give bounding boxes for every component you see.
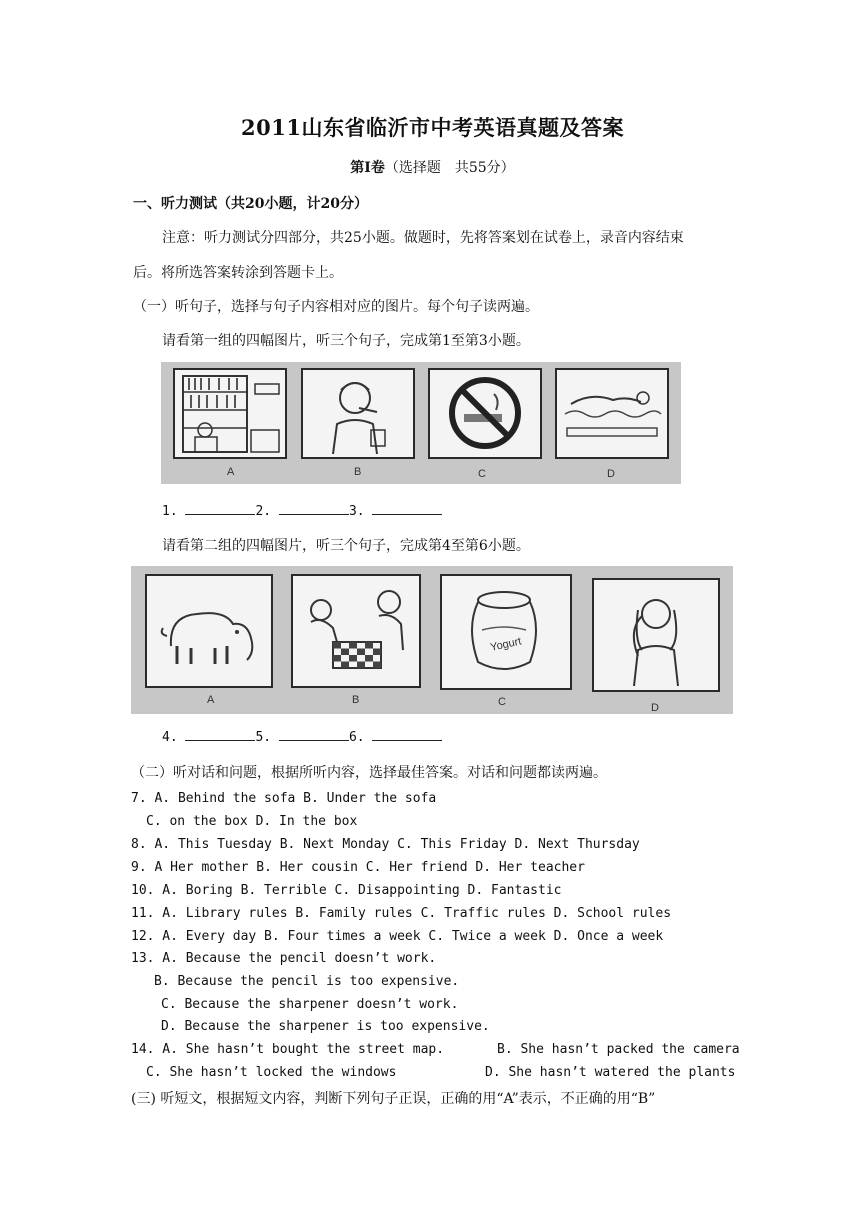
blank-1-number: 1.	[162, 504, 178, 519]
picture-1c	[428, 368, 542, 459]
picture-2b	[291, 574, 421, 688]
picture-2a-label: A	[207, 694, 215, 706]
blank-2[interactable]	[279, 502, 349, 515]
library-icon	[175, 370, 285, 457]
subtitle	[0, 157, 865, 177]
question-13-c: C. Because the sharpener doesn’t work.	[161, 997, 459, 1012]
answer-blanks-2	[162, 728, 442, 745]
section-heading: 一、听力测试（共20小题，计20分）	[133, 196, 368, 212]
group1-instruction: 请看第一组的四幅图片，听三个句子，完成第1至第3小题。	[162, 333, 530, 349]
picture-1b	[301, 368, 415, 459]
blank-4-number: 4.	[162, 730, 178, 745]
playing-chess-icon	[293, 576, 419, 686]
question-14-a: 14. A. She hasn’t bought the street map.	[131, 1042, 445, 1057]
question-14-c: C. She hasn’t locked the windows	[146, 1065, 397, 1080]
picture-2d	[592, 578, 720, 692]
question-7-line1: 7. A. Behind the sofa B. Under the sofa	[131, 791, 437, 806]
picture-2d-label: D	[651, 702, 659, 714]
question-8: 8. A. This Tuesday B. Next Monday C. This Friday D. Next Thursday	[131, 837, 640, 852]
blank-3-number: 3.	[348, 504, 365, 519]
yogurt-jar-icon	[442, 576, 570, 688]
blank-4[interactable]	[185, 728, 255, 741]
picture-1b-label: B	[354, 466, 362, 478]
picture-1d-label: D	[607, 468, 615, 480]
question-14-b: B. She hasn’t packed the camera	[497, 1042, 740, 1057]
picture-2c	[440, 574, 572, 690]
girl-headache-icon	[594, 580, 718, 690]
person-brushing-teeth-icon	[303, 370, 413, 457]
question-13-d: D. Because the sharpener is too expensive.	[161, 1019, 490, 1034]
picture-1a	[173, 368, 287, 459]
picture-2a	[145, 574, 273, 688]
note-line-1: 注意：听力测试分四部分，共25小题。做题时，先将答案划在试卷上，录音内容结束	[162, 230, 684, 246]
blank-6-number: 6.	[348, 730, 365, 745]
question-10: 10. A. Boring B. Terrible C. Disappointing D. Fantastic	[131, 883, 562, 898]
question-11: 11. A. Library rules B. Family rules C. Traffic rules D. School rules	[131, 906, 672, 921]
yogurt-text: Yogurt	[489, 635, 523, 654]
part2-heading: （二）听对话和问题，根据所听内容，选择最佳答案。对话和问题都读两遍。	[131, 765, 607, 781]
picture-1c-label: C	[478, 468, 486, 480]
page-title: 2011山东省临沂市中考英语真题及答案	[241, 115, 624, 140]
volume-label: 第Ⅰ卷	[350, 160, 385, 176]
picture-1d	[555, 368, 669, 459]
question-12: 12. A. Every day B. Four times a week C. Twice a week D. Once a week	[131, 929, 664, 944]
blank-2-number: 2.	[255, 504, 272, 519]
blank-1[interactable]	[185, 502, 255, 515]
question-13-b: B. Because the pencil is too expensive.	[154, 974, 460, 989]
volume-detail: （选择题 共55分）	[384, 160, 515, 176]
picture-group-1	[161, 362, 681, 484]
question-13-a: 13. A. Because the pencil doesn’t work.	[131, 951, 437, 966]
swimming-icon	[557, 370, 667, 457]
question-9: 9. A Her mother B. Her cousin C. Her friend D. Her teacher	[131, 860, 585, 875]
group2-instruction: 请看第二组的四幅图片，听三个句子，完成第4至第6小题。	[162, 538, 530, 554]
picture-2c-label: C	[498, 696, 506, 708]
picture-group-2	[131, 566, 733, 714]
answer-blanks-1	[162, 502, 442, 519]
picture-1a-label: A	[227, 466, 235, 478]
blank-5[interactable]	[279, 728, 349, 741]
question-7-line2: C. on the box D. In the box	[146, 814, 358, 829]
question-14-d: D. She hasn’t watered the plants	[485, 1065, 736, 1080]
picture-2b-label: B	[352, 694, 360, 706]
blank-3[interactable]	[372, 502, 442, 515]
elephant-icon	[147, 576, 271, 686]
part3-heading: (三) 听短文，根据短文内容，判断下列句子正误，正确的用“A”表示，不正确的用“B”	[131, 1091, 656, 1107]
part1-heading: （一）听句子，选择与句子内容相对应的图片。每个句子读两遍。	[133, 299, 539, 315]
note-line-2: 后。将所选答案转涂到答题卡上。	[133, 265, 343, 281]
no-smoking-icon	[430, 370, 540, 457]
blank-5-number: 5.	[255, 730, 272, 745]
blank-6[interactable]	[372, 728, 442, 741]
